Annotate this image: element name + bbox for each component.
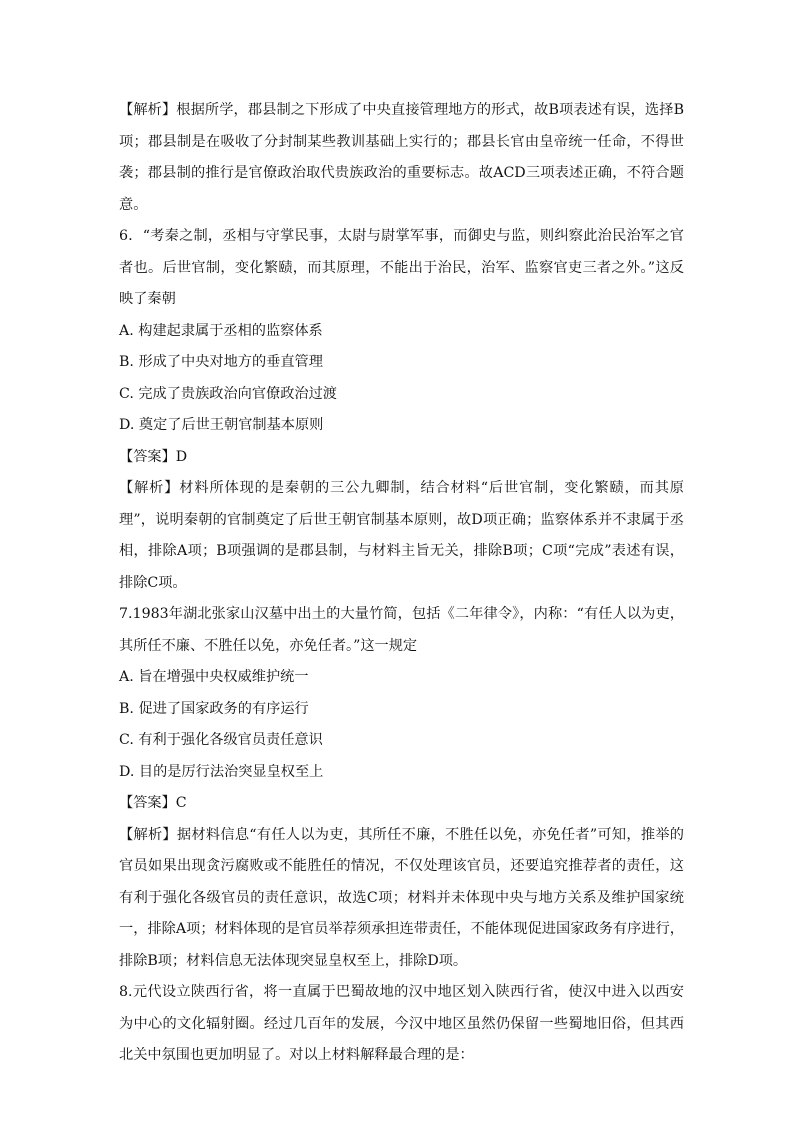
answer-q7: 【答案】C <box>119 795 187 811</box>
q6-option-c: C. 完成了贵族政治向官僚政治过渡 <box>119 385 337 402</box>
question-7: 7.1983年湖北张家山汉墓中出土的大量竹简，包括《二年律令》，内称：“有任人以为吏，其所任不廉、不胜任以免，亦免任者。”这一规定 <box>119 606 684 654</box>
analysis-q7: 【解析】据材料信息“有任人以为吏，其所任不廉，不胜任以免，亦免任者”可知，推举的官员如果出现贪污腐败或不能胜任的情况，不仅处理该官员，还要追究推荐者的责任，这有利于强化各级官员的责任意识，故选C项；材料并未体现中央与地方关系及维护国家统一，排除A项；材料体现的是官员举荐须承担连带责任，不能体现促进国家政务有序进行，排除B项；材料信息无法体现突显皇权至上，排除D项。 <box>119 826 684 969</box>
document-body <box>119 95 684 1072</box>
question-6: 6．“考秦之制，丞相与守掌民事，太尉与尉掌军事，而御史与监，则纠察此治民治军之官者也。后世官制，变化繁赜，而其原理，不能出于治民，治军、监察官吏三者之外。”这反映了秦朝 <box>119 228 684 307</box>
q7-option-c: C. 有利于强化各级官员责任意识 <box>119 732 323 748</box>
analysis-q5: 【解析】根据所学，郡县制之下形成了中央直接管理地方的形式，故B项表述有误，选择B项；郡县制是在吸收了分封制某些教训基础上实行的；郡县长官由皇帝统一任命，不得世袭；郡县制的推行是官僚政治取代贵族政治的重要标志。故ACD三项表述正确，不符合题意。 <box>119 102 684 213</box>
question-8: 8.元代设立陕西行省，将一直属于巴蜀故地的汉中地区划入陕西行省，使汉中进入以西安为中心的文化辐射圈。经过几百年的发展，今汉中地区虽然仍保留一些蜀地旧俗，但其西北关中氛围也更加明显了。对以上材料解释最合理的是： <box>119 984 684 1063</box>
q7-option-a: A. 旨在增强中央权威维护统一 <box>119 669 309 685</box>
answer-q6: 【答案】D <box>119 448 188 465</box>
q7-option-d: D. 目的是厉行法治突显皇权至上 <box>119 763 324 780</box>
q7-option-b: B. 促进了国家政务的有序运行 <box>119 700 309 717</box>
analysis-q6: 【解析】材料所体现的是秦朝的三公九卿制，结合材料“后世官制，变化繁赜，而其原理”，说明秦朝的官制奠定了后世王朝官制基本原则，故D项正确；监察体系并不隶属于丞相，排除A项；B项强调的是郡县制，与材料主旨无关，排除B项；C项“完成”表述有误，排除C项。 <box>119 480 684 591</box>
q6-option-b: B. 形成了中央对地方的垂直管理 <box>119 354 323 370</box>
q6-option-a: A. 构建起隶属于丞相的监察体系 <box>119 322 323 339</box>
q6-option-d: D. 奠定了后世王朝官制基本原则 <box>119 417 324 433</box>
